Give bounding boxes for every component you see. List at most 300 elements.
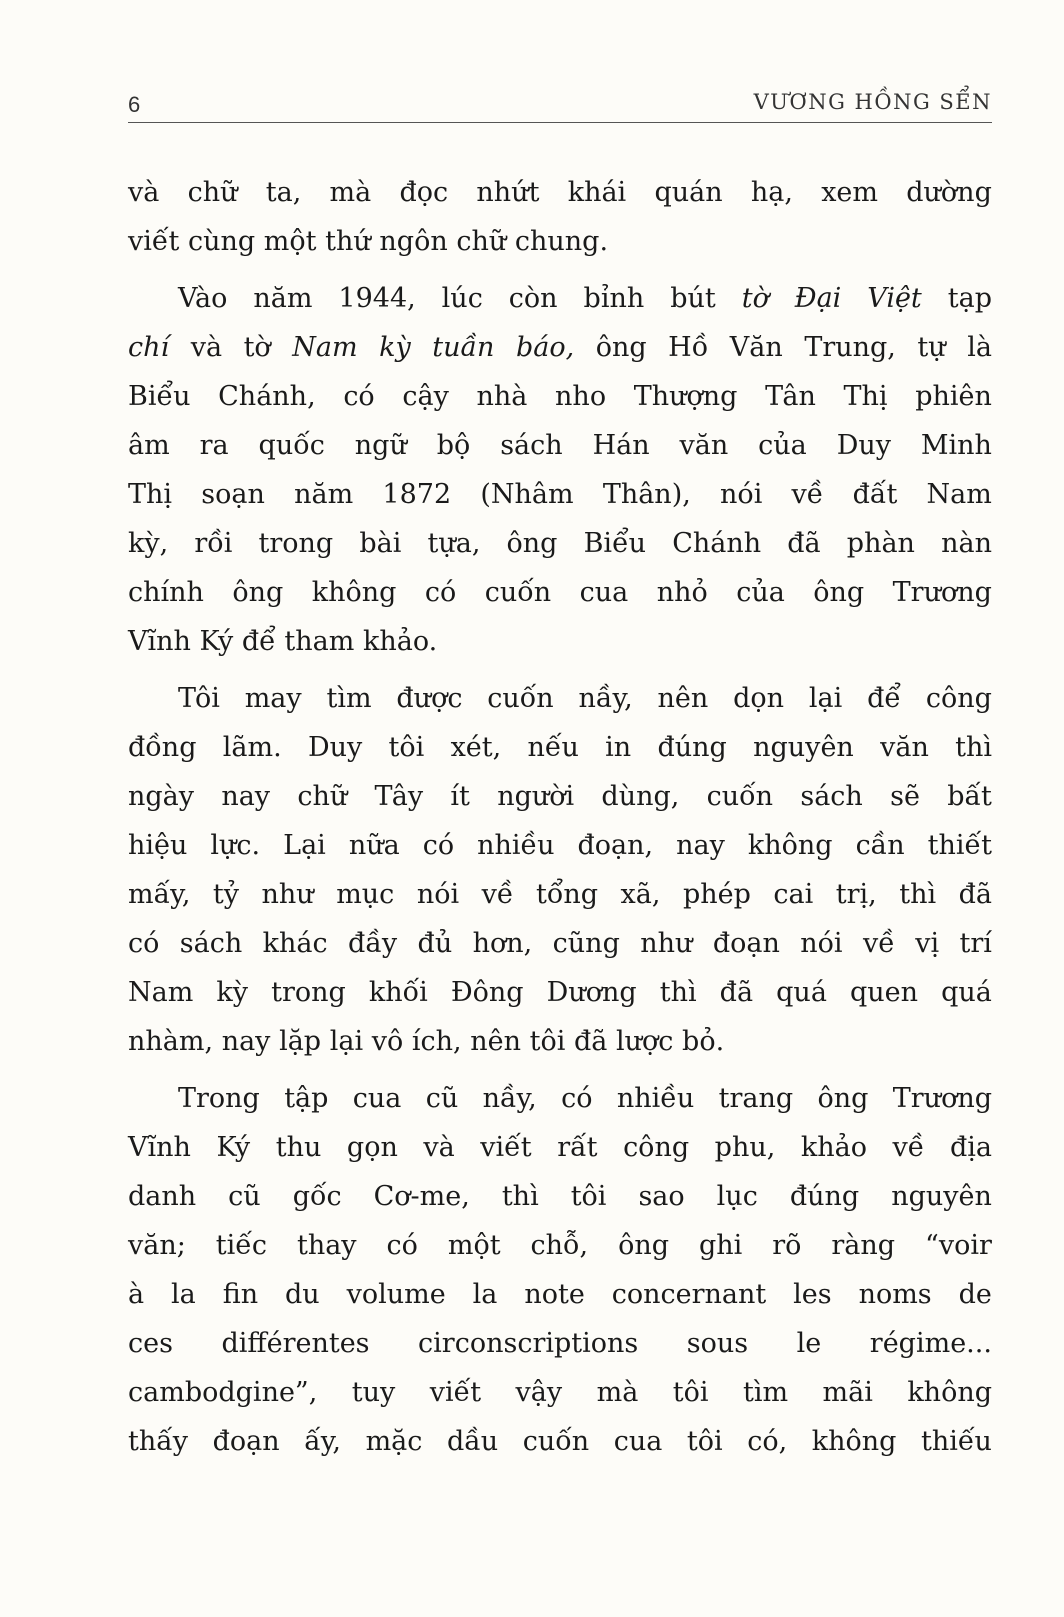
word: cambodgine”, [128, 1377, 318, 1408]
word: bất [947, 781, 992, 812]
word: và [128, 177, 160, 208]
text-line [128, 1172, 992, 1221]
word: khảo [800, 1132, 867, 1163]
word: văn [679, 430, 729, 461]
word: tôi [388, 732, 425, 763]
word: Thân), [602, 479, 691, 510]
word: concernant [611, 1279, 767, 1310]
word: ràng [831, 1230, 896, 1261]
word: tôi [686, 1426, 723, 1457]
word: ông [817, 1083, 869, 1114]
word: gọn [346, 1132, 398, 1163]
word: dầu [446, 1426, 499, 1457]
word: cuốn [522, 1426, 590, 1457]
word: ngôn [379, 226, 448, 257]
word: khái [567, 177, 627, 208]
word: thu [275, 1132, 322, 1163]
text-line [128, 821, 992, 870]
text-line [128, 1319, 992, 1368]
word: thiết [927, 830, 992, 861]
text-line [128, 470, 992, 519]
word: cùng [187, 226, 256, 257]
word: mà [329, 177, 372, 208]
word: đủ [417, 928, 453, 959]
word: nguyên [753, 732, 854, 763]
word: cũ [228, 1181, 261, 1212]
header-rule [128, 122, 992, 123]
word: tôi [570, 1181, 607, 1212]
word: circonscriptions [418, 1328, 639, 1359]
word: Vĩnh [128, 626, 191, 657]
word: rồi [194, 528, 233, 559]
word: Tân [765, 381, 816, 412]
word: tuy [351, 1377, 396, 1408]
word: tôi [672, 1377, 709, 1408]
word: nhiều [477, 830, 555, 861]
word: quá [776, 977, 827, 1008]
word: mà [596, 1377, 639, 1408]
word: lúc [441, 283, 483, 314]
word: lặp [279, 1026, 322, 1057]
word: vô [371, 1026, 404, 1057]
text-line [128, 323, 992, 372]
word: tiếc [215, 1230, 268, 1261]
word: văn; [128, 1230, 186, 1261]
word: Hán [592, 430, 650, 461]
word: Dương [546, 977, 637, 1008]
word: bài [359, 528, 402, 559]
word: nay [221, 1026, 271, 1057]
word: mấy, [128, 879, 191, 910]
word: Trương [892, 577, 992, 608]
word: Thượng [633, 381, 738, 412]
word: noms [858, 1279, 932, 1310]
word: bút [670, 283, 716, 314]
word: đã [573, 1026, 608, 1057]
word: (Nhâm [480, 479, 574, 510]
word: nói [416, 879, 460, 910]
word: Trương [892, 1083, 992, 1114]
word: khối [368, 977, 428, 1008]
text-line [128, 372, 992, 421]
word: vị [915, 928, 940, 959]
word: sẽ [890, 781, 920, 812]
word: ông [595, 332, 647, 363]
word: chữ [297, 781, 348, 812]
word: Việt [867, 283, 922, 314]
word: thì [899, 879, 937, 910]
word: tỷ [212, 879, 240, 910]
paragraph [128, 1074, 992, 1466]
word: một [263, 226, 317, 257]
text-line [128, 1270, 992, 1319]
word: tham [284, 626, 355, 657]
word: Tôi [178, 683, 220, 714]
word: Chánh [672, 528, 762, 559]
word: năm [294, 479, 354, 510]
word: ông [618, 1230, 670, 1261]
word: rõ [772, 1230, 802, 1261]
word: lục [716, 1181, 758, 1212]
word: Vào [178, 283, 228, 314]
running-head: VƯƠNG HỒNG SỂN [753, 90, 992, 114]
word: hạ, [750, 177, 793, 208]
word: một [447, 1230, 501, 1261]
word: le [796, 1328, 822, 1359]
word: ta, [265, 177, 302, 208]
word: nhàm, [128, 1026, 214, 1057]
word: Tây [374, 781, 424, 812]
word: đồng [128, 732, 197, 763]
word: đầy [348, 928, 398, 959]
word: thứ [325, 226, 371, 257]
word: trang [718, 1083, 794, 1114]
word: nên [657, 683, 709, 714]
text-line [128, 1074, 992, 1123]
word: địa [949, 1132, 992, 1163]
word: nói [720, 479, 763, 510]
word: Đại [794, 283, 842, 314]
word: bỉnh [583, 283, 645, 314]
word: Chánh, [218, 381, 316, 412]
word: cuốn [487, 683, 554, 714]
word: của [736, 577, 785, 608]
word: không [747, 830, 833, 861]
word: có [424, 577, 457, 608]
word: dường [906, 177, 992, 208]
word: khảo. [362, 626, 438, 657]
word: nhiều [616, 1083, 695, 1114]
word: báo, [515, 332, 575, 363]
text-line [128, 217, 992, 266]
word: Duy [836, 430, 891, 461]
word: thì [955, 732, 992, 763]
word: Đông [450, 977, 524, 1008]
word: đoạn [212, 1426, 280, 1457]
word: tìm [326, 683, 372, 714]
paragraph [128, 168, 992, 266]
word: tập [284, 1083, 329, 1114]
word: mặc [365, 1426, 423, 1457]
word: cuốn [706, 781, 774, 812]
word: đất [852, 479, 898, 510]
word: khác [262, 928, 328, 959]
word: Lại [283, 830, 326, 861]
word: cua [352, 1083, 402, 1114]
word: kỳ [216, 977, 249, 1008]
word: volume [346, 1279, 446, 1310]
word: thì [659, 977, 697, 1008]
word: nàn [941, 528, 992, 559]
word: la [171, 1279, 196, 1310]
word: tự [917, 332, 946, 363]
body-text [128, 168, 992, 1474]
word: note [524, 1279, 585, 1310]
word: tờ [741, 283, 769, 314]
word: Văn [729, 332, 783, 363]
word: gốc [292, 1181, 342, 1212]
word: du [285, 1279, 320, 1310]
word: Trong [178, 1083, 260, 1114]
word: rất [557, 1132, 598, 1163]
word: có [422, 830, 455, 861]
word: nay [221, 781, 271, 812]
text-line [128, 919, 992, 968]
word: chữ [456, 226, 507, 257]
word: công [925, 683, 992, 714]
word: ít [450, 781, 470, 812]
word: phu, [714, 1132, 776, 1163]
word: để [241, 626, 276, 657]
word: nói [800, 928, 843, 959]
text-line [128, 1417, 992, 1466]
word: phép [682, 879, 751, 910]
word: ông [813, 577, 865, 608]
word: la [472, 1279, 498, 1310]
word: tựa, [427, 528, 481, 559]
word: văn [880, 732, 929, 763]
word: ngày [128, 781, 195, 812]
word: nguyên [891, 1181, 992, 1212]
word: bỏ. [682, 1026, 725, 1057]
word: nên [470, 1026, 521, 1057]
word: viết [128, 226, 180, 257]
word: để [867, 683, 902, 714]
word: les [793, 1279, 832, 1310]
word: thì [501, 1181, 539, 1212]
word: và [423, 1132, 455, 1163]
word: thay [296, 1230, 357, 1261]
word: tuần [432, 332, 495, 363]
word: Minh [920, 430, 992, 461]
word: đã [719, 977, 754, 1008]
word: thiếu [920, 1426, 992, 1457]
word: chí [128, 332, 170, 363]
word: ces [128, 1328, 173, 1359]
text-line [128, 274, 992, 323]
word: cũ [425, 1083, 459, 1114]
word: năm [253, 283, 313, 314]
word: trong [271, 977, 346, 1008]
text-line [128, 723, 992, 772]
word: đọc [399, 177, 449, 208]
word: ghi [699, 1230, 743, 1261]
word: quán [654, 177, 723, 208]
word: ích, [411, 1026, 462, 1057]
word: và [190, 332, 223, 363]
word: đoạn, [577, 830, 654, 861]
text-line [128, 968, 992, 1017]
word: Vĩnh [128, 1132, 191, 1163]
word: Trung, [804, 332, 896, 363]
word: công [623, 1132, 690, 1163]
word: ông [232, 577, 284, 608]
word: có, [747, 1426, 788, 1457]
word: có [386, 1230, 418, 1261]
word: cậy [402, 381, 449, 412]
word: sách [500, 430, 563, 461]
word: Cơ-me, [373, 1181, 470, 1212]
word: de [958, 1279, 992, 1310]
word: différentes [221, 1328, 370, 1359]
word: trị, [835, 879, 877, 910]
word: hiệu [128, 830, 188, 861]
word: đoạn [712, 928, 780, 959]
word: âm [128, 430, 170, 461]
word: về [862, 928, 895, 959]
word: Biểu [583, 528, 647, 559]
word: sách [179, 928, 243, 959]
paragraph [128, 674, 992, 1066]
word: xét, [450, 732, 502, 763]
word: đúng [789, 1181, 860, 1212]
word: nhứt [476, 177, 540, 208]
page-header [128, 86, 992, 126]
text-line [128, 772, 992, 821]
word: về [791, 479, 824, 510]
word: soạn [201, 479, 265, 510]
word: bộ [436, 430, 471, 461]
word: Biểu [128, 381, 191, 412]
word: danh [128, 1181, 197, 1212]
word: kỳ [379, 332, 411, 363]
text-line [128, 519, 992, 568]
word: tạp [947, 283, 992, 314]
word: quốc [258, 430, 325, 461]
word: là [967, 332, 992, 363]
word: thấy [128, 1426, 189, 1457]
word: nữa [348, 830, 400, 861]
word: như [261, 879, 314, 910]
text-line [128, 1221, 992, 1270]
word: lại [808, 683, 843, 714]
word: về [892, 1132, 925, 1163]
word: đã [787, 528, 821, 559]
word: sách [800, 781, 863, 812]
word: nho [555, 381, 607, 412]
text-line [128, 568, 992, 617]
word: sous [686, 1328, 749, 1359]
word: không [811, 1426, 897, 1457]
word: Ký [216, 1132, 251, 1163]
word: chữ [187, 177, 238, 208]
word: không [907, 1377, 992, 1408]
word: cua [579, 577, 629, 608]
text-line [128, 1123, 992, 1172]
word: trong [258, 528, 334, 559]
word: mục [336, 879, 395, 910]
text-line [128, 1017, 992, 1066]
word: phiên [915, 381, 992, 412]
word: nhỏ [656, 577, 708, 608]
word: cũng [552, 928, 620, 959]
word: régime... [869, 1328, 992, 1359]
word: viết [480, 1132, 532, 1163]
word: in [605, 732, 632, 763]
word: cuốn [484, 577, 552, 608]
word: Ký [199, 626, 234, 657]
word: được [396, 683, 463, 714]
word: may [244, 683, 302, 714]
word: Hồ [668, 332, 709, 363]
word: tờ [243, 332, 271, 363]
word: nay [676, 830, 725, 861]
text-line [128, 421, 992, 470]
word: ngữ [354, 430, 407, 461]
word: lãm. [222, 732, 282, 763]
word: về [481, 879, 514, 910]
word: dọn [733, 683, 785, 714]
text-line [128, 617, 992, 666]
word: tôi [529, 1026, 566, 1057]
word: hơn, [472, 928, 533, 959]
word: Nam [128, 977, 194, 1008]
word: nếu [527, 732, 579, 763]
word: cua [613, 1426, 663, 1457]
word: xã, [620, 879, 661, 910]
word: đã [958, 879, 992, 910]
word: à [128, 1279, 145, 1310]
word: Thị [128, 479, 173, 510]
word: như [640, 928, 693, 959]
word: fin [222, 1279, 259, 1310]
word: vậy [515, 1377, 563, 1408]
word: phàn [846, 528, 915, 559]
text-line [128, 1368, 992, 1417]
word: có [561, 1083, 593, 1114]
word: viết [429, 1377, 482, 1408]
word: Thị [843, 381, 888, 412]
word: 1872 [382, 479, 452, 510]
word: quá [941, 977, 992, 1008]
word: nầy, [578, 683, 633, 714]
word: ấy, [304, 1426, 341, 1457]
word: xem [821, 177, 878, 208]
word: có [343, 381, 375, 412]
word: kỳ, [128, 528, 169, 559]
word: dùng, [601, 781, 680, 812]
word: lược [616, 1026, 674, 1057]
page-number: 6 [128, 92, 141, 117]
word: “voir [925, 1230, 992, 1261]
text-line [128, 870, 992, 919]
word: mãi [822, 1377, 873, 1408]
word: Nam [292, 332, 358, 363]
word: Nam [926, 479, 992, 510]
word: Duy [307, 732, 363, 763]
word: đúng [657, 732, 727, 763]
word: chung. [514, 226, 609, 257]
word: trí [959, 928, 992, 959]
word: ông [506, 528, 558, 559]
paragraph [128, 274, 992, 666]
text-line [128, 168, 992, 217]
word: tổng [535, 879, 599, 910]
word: không [311, 577, 397, 608]
word: chính [128, 577, 204, 608]
word: 1944, [338, 283, 416, 314]
word: người [497, 781, 575, 812]
word: tìm [742, 1377, 789, 1408]
word: nầy, [482, 1083, 537, 1114]
word: quen [850, 977, 919, 1008]
word: lại [329, 1026, 364, 1057]
word: có [128, 928, 160, 959]
word: sao [638, 1181, 685, 1212]
word: ra [199, 430, 229, 461]
word: nhà [476, 381, 528, 412]
word: còn [508, 283, 558, 314]
